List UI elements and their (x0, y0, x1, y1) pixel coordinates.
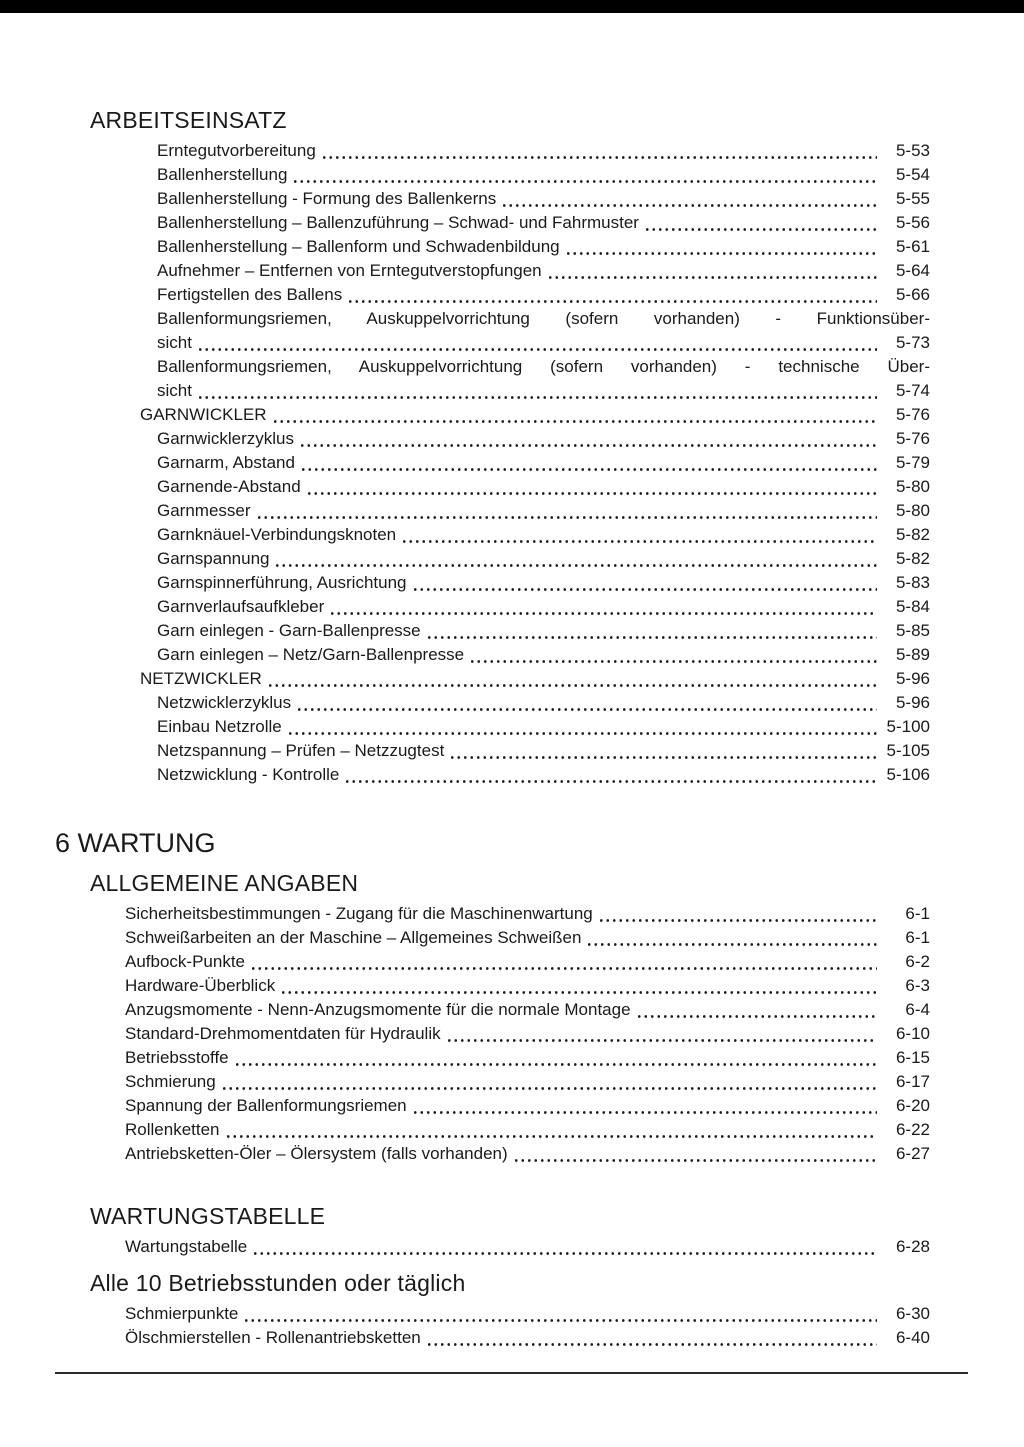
toc-entry-page: 5-79 (895, 453, 930, 472)
toc-entry-page: 5-53 (895, 141, 930, 160)
toc-entry-title: Fertigstellen des Ballens (157, 285, 343, 304)
toc-entry-title: Schweißarbeiten an der Maschine – Allgemeines Schweißen (125, 928, 582, 947)
toc-entry[interactable] (157, 139, 930, 163)
heading-wartungstabelle: WARTUNGSTABELLE (90, 1203, 326, 1229)
dotted-leader (250, 967, 877, 970)
dotted-leader (292, 180, 877, 183)
toc-entry[interactable] (157, 763, 930, 787)
dotted-leader (272, 420, 877, 423)
toc-entry-title: Aufbock-Punkte (125, 952, 246, 971)
toc-entry[interactable] (157, 715, 930, 739)
toc-entry-page: 5-80 (895, 477, 930, 496)
toc-entry[interactable] (157, 187, 930, 211)
toc-entry-continuation (157, 331, 930, 355)
toc-entry-title: Netzwicklerzyklus (157, 693, 292, 712)
dotted-leader (252, 1252, 877, 1255)
toc-entry-page: 6-10 (895, 1024, 930, 1043)
toc-entry[interactable] (125, 1142, 930, 1166)
toc-entry[interactable] (125, 998, 930, 1022)
toc-entry-title: Erntegutvorbereitung (157, 141, 316, 160)
toc-entry-page: 5-105 (886, 741, 930, 760)
toc-entry-title: Ballenherstellung - Formung des Ballenkerns (157, 189, 497, 208)
toc-entry-title: Rollenketten (125, 1120, 220, 1139)
toc-entry-title: Garnspannung (157, 549, 270, 568)
dotted-leader (469, 660, 877, 663)
toc-entry[interactable] (157, 475, 930, 499)
dotted-leader (287, 732, 877, 735)
toc-entry-title: sicht (157, 381, 192, 400)
toc-entry-page: 6-1 (905, 928, 930, 947)
toc-entry-page: 5-61 (895, 237, 930, 256)
toc-entry[interactable] (157, 451, 930, 475)
toc-entry[interactable] (157, 619, 930, 643)
toc-entry-page: 5-82 (895, 525, 930, 544)
toc-entry[interactable] (157, 307, 930, 355)
dotted-leader (243, 1319, 877, 1322)
dotted-leader (586, 943, 877, 946)
toc-entry-title: Garnende-Abstand (157, 477, 301, 496)
toc-entry[interactable] (140, 667, 930, 691)
dotted-leader (412, 1111, 877, 1114)
toc-entry-title: Schmierpunkte (125, 1304, 239, 1323)
toc-entry[interactable] (125, 902, 930, 926)
dotted-leader (234, 1063, 877, 1066)
toc-entry-title: Netzwicklung - Kontrolle (157, 765, 340, 784)
dotted-leader (225, 1135, 877, 1138)
toc-entry-page: 6-4 (905, 1000, 930, 1019)
toc-entry-title: Einbau Netzrolle (157, 717, 282, 736)
toc-entry[interactable] (125, 926, 930, 950)
toc-entry-title: Garnverlaufsaufkleber (157, 597, 325, 616)
toc-entry[interactable] (157, 211, 930, 235)
toc-entry[interactable] (157, 427, 930, 451)
toc-entry-page: 5-64 (895, 261, 930, 280)
toc-entry-page: 5-55 (895, 189, 930, 208)
toc-entry[interactable] (157, 163, 930, 187)
dotted-leader (501, 204, 877, 207)
toc-entry[interactable] (157, 595, 930, 619)
toc-entry-title: Schmierung (125, 1072, 216, 1091)
toc-entry[interactable] (125, 1235, 930, 1259)
toc-entry-continuation (157, 379, 930, 403)
toc-entry[interactable] (157, 235, 930, 259)
toc-entry-title: Garnarm, Abstand (157, 453, 295, 472)
toc-entry-page: 5-76 (895, 429, 930, 448)
dotted-leader (401, 540, 877, 543)
toc-entry-page: 5-56 (895, 213, 930, 232)
toc-entry[interactable] (125, 1022, 930, 1046)
toc-entry-title: Garnknäuel-Verbindungsknoten (157, 525, 397, 544)
toc-entry-title: Garn einlegen – Netz/Garn-Ballenpresse (157, 645, 465, 664)
toc-entry[interactable] (157, 643, 930, 667)
toc-entry-page: 6-17 (895, 1072, 930, 1091)
toc-entry-title: Garnmesser (157, 501, 251, 520)
toc-entry-page: 5-96 (895, 693, 930, 712)
toc-entry-page: 6-3 (905, 976, 930, 995)
toc-entry-page: 5-82 (895, 549, 930, 568)
toc-entry-page: 6-28 (895, 1237, 930, 1256)
heading-wartung: 6 WARTUNG (55, 828, 216, 858)
toc-entry-title: sicht (157, 333, 192, 352)
toc-entry-page: 6-22 (895, 1120, 930, 1139)
toc-entry-title: Ölschmierstellen - Rollenantriebsketten (125, 1328, 421, 1347)
toc-entry-group (55, 902, 930, 1166)
dotted-leader (636, 1015, 877, 1018)
toc-entry-page: 5-74 (895, 381, 930, 400)
toc-entry-page: 6-30 (895, 1304, 930, 1323)
toc-entry-page: 6-27 (895, 1144, 930, 1163)
toc-entry-group (55, 139, 930, 787)
footer-rule (55, 1372, 968, 1374)
dotted-leader (306, 492, 877, 495)
toc-entry[interactable] (157, 691, 930, 715)
heading-alle-10-betriebsstunden: Alle 10 Betriebsstunden oder täglich (90, 1270, 466, 1296)
toc-entry-title: Wartungstabelle (125, 1237, 248, 1256)
toc-entry-page: 6-1 (905, 904, 930, 923)
toc-entry-title: Garnwicklerzyklus (157, 429, 294, 448)
toc-entry-title: GARNWICKLER (140, 405, 267, 424)
toc-entry[interactable] (125, 1094, 930, 1118)
toc-entry-page: 5-76 (895, 405, 930, 424)
toc-entry-page: 5-84 (895, 597, 930, 616)
dotted-leader (426, 1343, 877, 1346)
toc-entry-page: 6-15 (895, 1048, 930, 1067)
dotted-leader (299, 444, 877, 447)
dotted-leader (221, 1087, 877, 1090)
toc-entry-page: 6-40 (895, 1328, 930, 1347)
toc-entry-title: Aufnehmer – Entfernen von Erntegutverstopfungen (157, 261, 542, 280)
dotted-leader (547, 276, 877, 279)
dotted-leader (274, 564, 877, 567)
dotted-leader (412, 588, 878, 591)
toc-content (55, 106, 930, 1350)
toc-entry[interactable] (125, 950, 930, 974)
toc-entry-page: 5-85 (895, 621, 930, 640)
dotted-leader (321, 156, 877, 159)
toc-entry-title: Sicherheitsbestimmungen - Zugang für die Maschinenwartung (125, 904, 593, 923)
top-black-bar (0, 0, 1024, 13)
toc-entry[interactable] (125, 1302, 930, 1326)
dotted-leader (347, 300, 877, 303)
dotted-leader (344, 780, 877, 783)
toc-entry-page: 5-89 (895, 645, 930, 664)
toc-entry-title: Betriebsstoffe (125, 1048, 229, 1067)
toc-entry-page: 5-83 (895, 573, 930, 592)
dotted-leader (329, 612, 877, 615)
toc-entry-title: Netzspannung – Prüfen – Netzzugtest (157, 741, 445, 760)
toc-entry-page: 5-100 (886, 717, 930, 736)
toc-entry-group (55, 1235, 930, 1259)
toc-entry-title: Garnspinnerführung, Ausrichtung (157, 573, 407, 592)
toc-entry[interactable] (125, 1070, 930, 1094)
dotted-leader (267, 684, 877, 687)
toc-entry[interactable] (157, 283, 930, 307)
toc-entry-page: 6-2 (905, 952, 930, 971)
dotted-leader (644, 228, 877, 231)
toc-entry-title-line: Ballenformungsriemen, Auskuppelvorrichtung (sofern vorhanden) - technische Über- (157, 357, 930, 376)
toc-entry-title: Garn einlegen - Garn-Ballenpresse (157, 621, 421, 640)
toc-entry[interactable] (125, 974, 930, 998)
dotted-leader (280, 991, 877, 994)
toc-entry[interactable] (157, 547, 930, 571)
toc-entry-title: Hardware-Überblick (125, 976, 276, 995)
toc-entry[interactable] (157, 739, 930, 763)
dotted-leader (300, 468, 877, 471)
toc-entry[interactable] (125, 1326, 930, 1350)
toc-entry[interactable] (157, 499, 930, 523)
heading-arbeitseinsatz: ARBEITSEINSATZ (90, 107, 287, 133)
dotted-leader (296, 708, 877, 711)
toc-entry-title: Ballenherstellung (157, 165, 288, 184)
toc-entry-page: 5-73 (895, 333, 930, 352)
toc-entry[interactable] (157, 523, 930, 547)
toc-entry-page: 5-106 (886, 765, 930, 784)
toc-entry[interactable] (125, 1046, 930, 1070)
toc-entry[interactable] (157, 571, 930, 595)
toc-entry-title: Spannung der Ballenformungsriemen (125, 1096, 407, 1115)
dotted-leader (565, 252, 877, 255)
toc-entry-page: 5-66 (895, 285, 930, 304)
toc-entry[interactable] (157, 259, 930, 283)
toc-entry-group (55, 1302, 930, 1350)
toc-entry-title: Ballenherstellung – Ballenzuführung – Schwad- und Fahrmuster (157, 213, 639, 232)
toc-entry-title: Standard-Drehmomentdaten für Hydraulik (125, 1024, 441, 1043)
dotted-leader (513, 1159, 877, 1162)
dotted-leader (426, 636, 877, 639)
dotted-leader (197, 348, 877, 351)
toc-entry-page: 5-54 (895, 165, 930, 184)
toc-entry-title: NETZWICKLER (140, 669, 262, 688)
dotted-leader (598, 919, 877, 922)
toc-entry-page: 5-96 (895, 669, 930, 688)
toc-entry-title-line: Ballenformungsriemen, Auskuppelvorrichtung (sofern vorhanden) - Funktionsüber- (157, 309, 930, 328)
toc-entry-title: Antriebsketten-Öler – Ölersystem (falls vorhanden) (125, 1144, 508, 1163)
dotted-leader (449, 756, 877, 759)
dotted-leader (256, 516, 877, 519)
toc-entry-page: 6-20 (895, 1096, 930, 1115)
toc-entry-title: Anzugsmomente - Nenn-Anzugsmomente für die normale Montage (125, 1000, 631, 1019)
toc-entry-page: 5-80 (895, 501, 930, 520)
dotted-leader (446, 1039, 877, 1042)
toc-entry[interactable] (140, 403, 930, 427)
toc-entry[interactable] (125, 1118, 930, 1142)
heading-allgemeine-angaben: ALLGEMEINE ANGABEN (90, 870, 359, 896)
dotted-leader (197, 396, 877, 399)
toc-entry-title: Ballenherstellung – Ballenform und Schwadenbildung (157, 237, 560, 256)
toc-entry[interactable] (157, 355, 930, 403)
